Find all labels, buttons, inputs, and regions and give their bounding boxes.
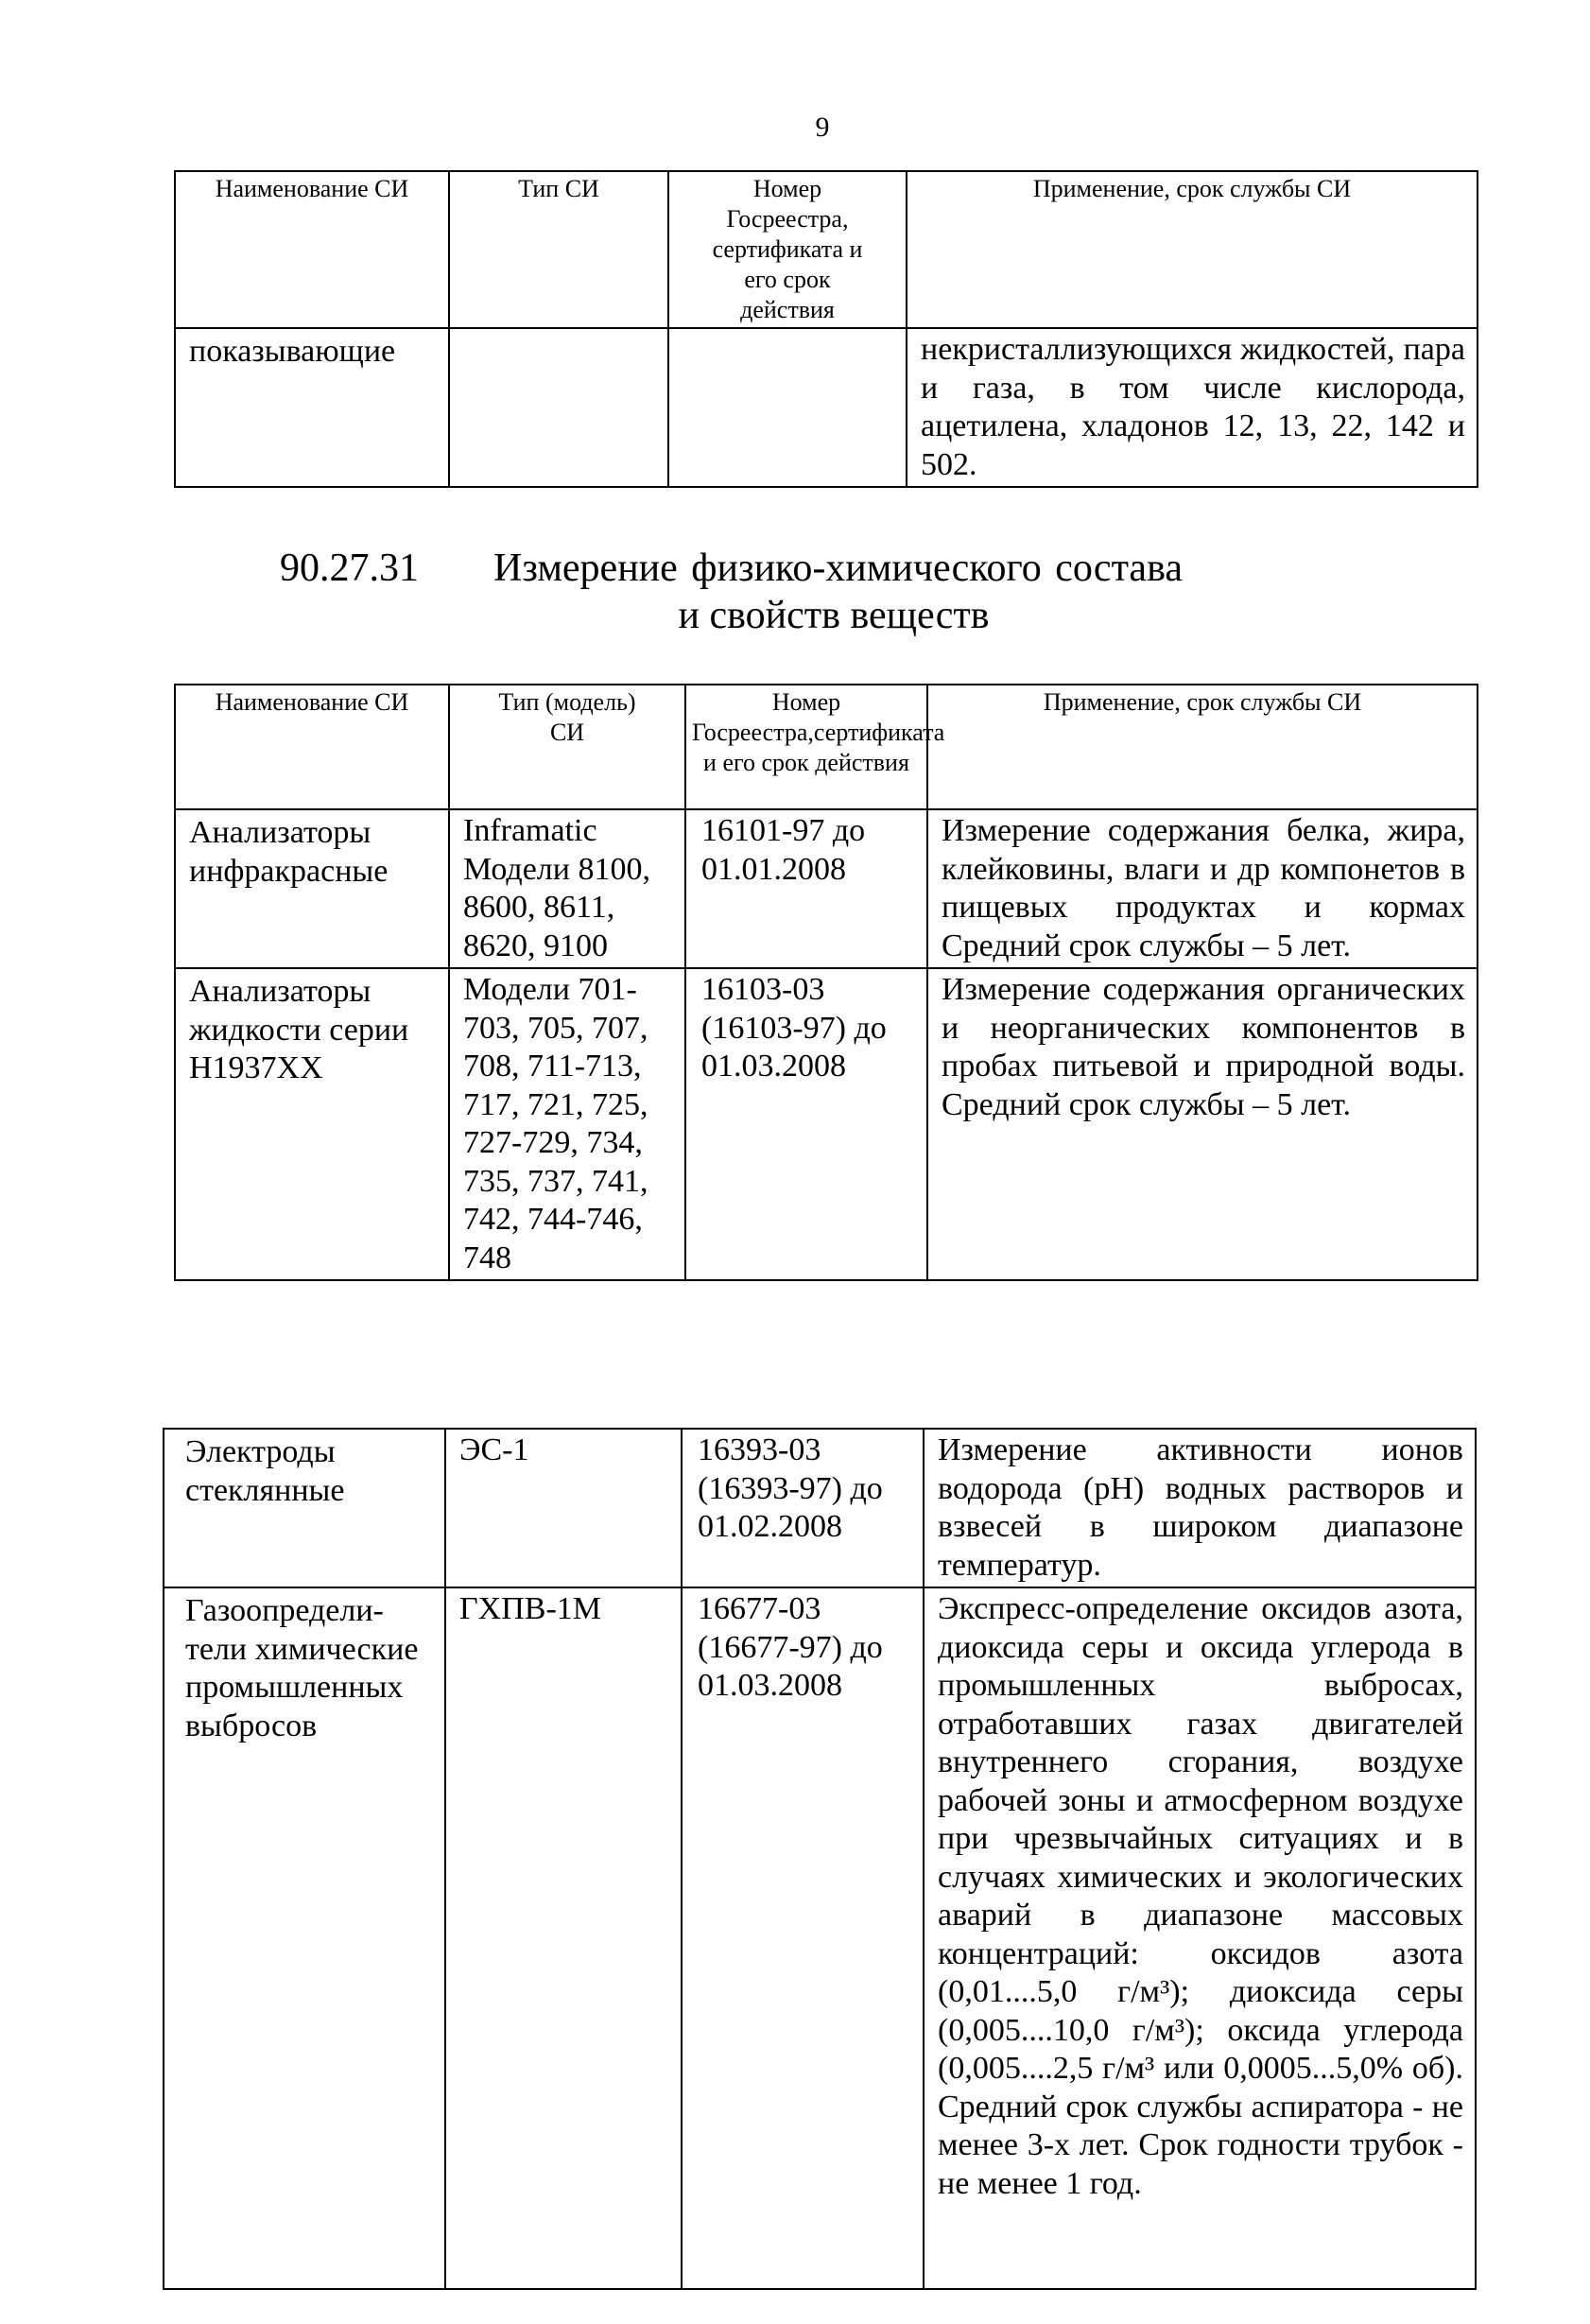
- header-registry: Номер Госреестра, сертификата и его срок действия: [668, 171, 907, 328]
- cell-name: Газоопредели-тели химические промышленных выбросов: [164, 1587, 445, 2289]
- section-title-line2: и свойств веществ: [678, 594, 990, 637]
- table-row: [164, 1587, 1476, 2289]
- cell-number: 16103-03 (16103-97) до 01.03.2008: [685, 968, 927, 1280]
- instruments-table: [174, 684, 1478, 1281]
- header-type: Тип СИ: [449, 171, 668, 328]
- header-application: Применение, срок службы СИ: [907, 171, 1478, 328]
- table-row: [164, 1429, 1476, 1587]
- continued-table: [174, 170, 1478, 488]
- table-header-row: [175, 171, 1478, 328]
- header-application: Применение, срок службы СИ: [927, 685, 1478, 809]
- instruments-table-continued: [163, 1428, 1477, 2290]
- section-title-line1: Измерение физико-химического состава: [493, 546, 1183, 590]
- cell-application: Измерение содержания белка, жира, клейковины, влаги и др компонетов в пищевых продуктах и кормах Средний срок службы – 5 лет.: [927, 809, 1478, 968]
- cell-name: показывающие: [175, 328, 449, 487]
- cell-type: Модели 701-703, 705, 707, 708, 711-713, 717, 721, 725, 727-729, 734, 735, 737, 741, 742, 744-746, 748: [449, 968, 685, 1280]
- cell-type: Inframatic Модели 8100, 8600, 8611, 8620, 9100: [449, 809, 685, 968]
- header-registry: Номер Госреестра,сертификата и его срок действия: [685, 685, 927, 809]
- cell-name: Анализаторы инфракрасные: [175, 809, 449, 968]
- cell-number: 16101-97 до 01.01.2008: [685, 809, 927, 968]
- cell-name: Электроды стеклянные: [164, 1429, 445, 1587]
- table-header-row: [175, 685, 1478, 809]
- cell-application: Измерение активности ионов водорода (pH) водных растворов и взвесей в широком диапазоне температур.: [924, 1429, 1476, 1587]
- page-number: 9: [815, 112, 830, 143]
- table-row: [175, 328, 1478, 487]
- table-row: [175, 968, 1478, 1280]
- header-name: Наименование СИ: [175, 171, 449, 328]
- table-row: [175, 809, 1478, 968]
- cell-application: Измерение содержания органических и неорганических компонентов в пробах питьевой и природной воды. Средний срок службы – 5 лет.: [927, 968, 1478, 1280]
- cell-name: Анализаторы жидкости серии H1937XX: [175, 968, 449, 1280]
- cell-number: [668, 328, 907, 487]
- cell-number: 16393-03 (16393-97) до 01.02.2008: [682, 1429, 924, 1587]
- cell-application: Экспресс-определение оксидов азота, диоксида серы и оксида углерода в промышленных выбросах, отработавших газах двигателей внутреннего сгорания, воздухе рабочей зоны и атмосферном воздухе при чрезвычайных ситуациях и в случаях химических и экологических аварий в диапазоне массовых концентраций: оксидов азота (0,01....5,0 г/м³); диоксида серы (0,005....10,0 г/м³); оксида углерода (0,005....2,5 г/м³ или 0,0005...5,0% об). Средний срок службы аспиратора - не менее 3-х лет. Срок годности трубок - не менее 1 год.: [924, 1587, 1476, 2289]
- cell-application: некристаллизующихся жидкостей, пара и газа, в том числе кислорода, ацетилена, хладонов 12, 13, 22, 142 и 502.: [907, 328, 1478, 487]
- header-type: Тип (модель) СИ: [449, 685, 685, 809]
- cell-number: 16677-03 (16677-97) до 01.03.2008: [682, 1587, 924, 2289]
- cell-type: [449, 328, 668, 487]
- cell-type: ГХПВ-1М: [445, 1587, 682, 2289]
- cell-type: ЭС-1: [445, 1429, 682, 1587]
- header-name: Наименование СИ: [175, 685, 449, 809]
- section-code: 90.27.31: [280, 546, 419, 590]
